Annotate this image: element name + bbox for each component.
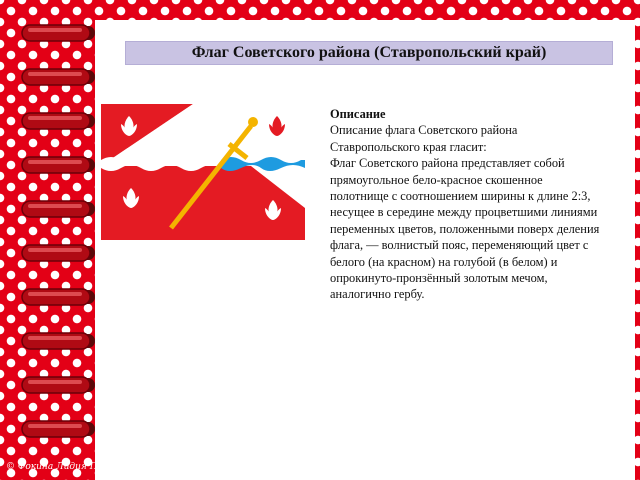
- ring-binding: [18, 416, 96, 442]
- page-title: Флаг Советского района (Ставропольский край): [191, 44, 547, 61]
- description-heading: Описание: [330, 107, 386, 121]
- ring-binding: [18, 196, 96, 222]
- flag-image: [101, 104, 305, 240]
- description-block: [330, 106, 600, 303]
- title-bar: [125, 41, 613, 65]
- ring-binding: [18, 328, 96, 354]
- ring-binding: [18, 20, 96, 46]
- copyright: © Фокина Лидия Петровна: [6, 462, 140, 472]
- ring-binding: [18, 284, 96, 310]
- description-body: Флаг Советского района представляет собой прямоугольное бело-красное скошенное полотнище с соотношением ширины к длине 2:3, несущее в середине между процветшими линиями переменных цветов, положенными поверх деления флага, — волнистый пояс, переменяющий цвет с белого (на красном) на голубой (в белом) и опрокинуто-пронзённый золотым мечом, аналогично гербу.: [330, 156, 600, 302]
- ring-binding: [18, 240, 96, 266]
- ring-binding: [18, 64, 96, 90]
- description-intro: Описание флага Советского района Ставропольского края гласит:: [330, 123, 518, 154]
- ring-binding: [18, 372, 96, 398]
- notebook-rings: [0, 0, 120, 480]
- ring-binding: [18, 152, 96, 178]
- ring-binding: [18, 108, 96, 134]
